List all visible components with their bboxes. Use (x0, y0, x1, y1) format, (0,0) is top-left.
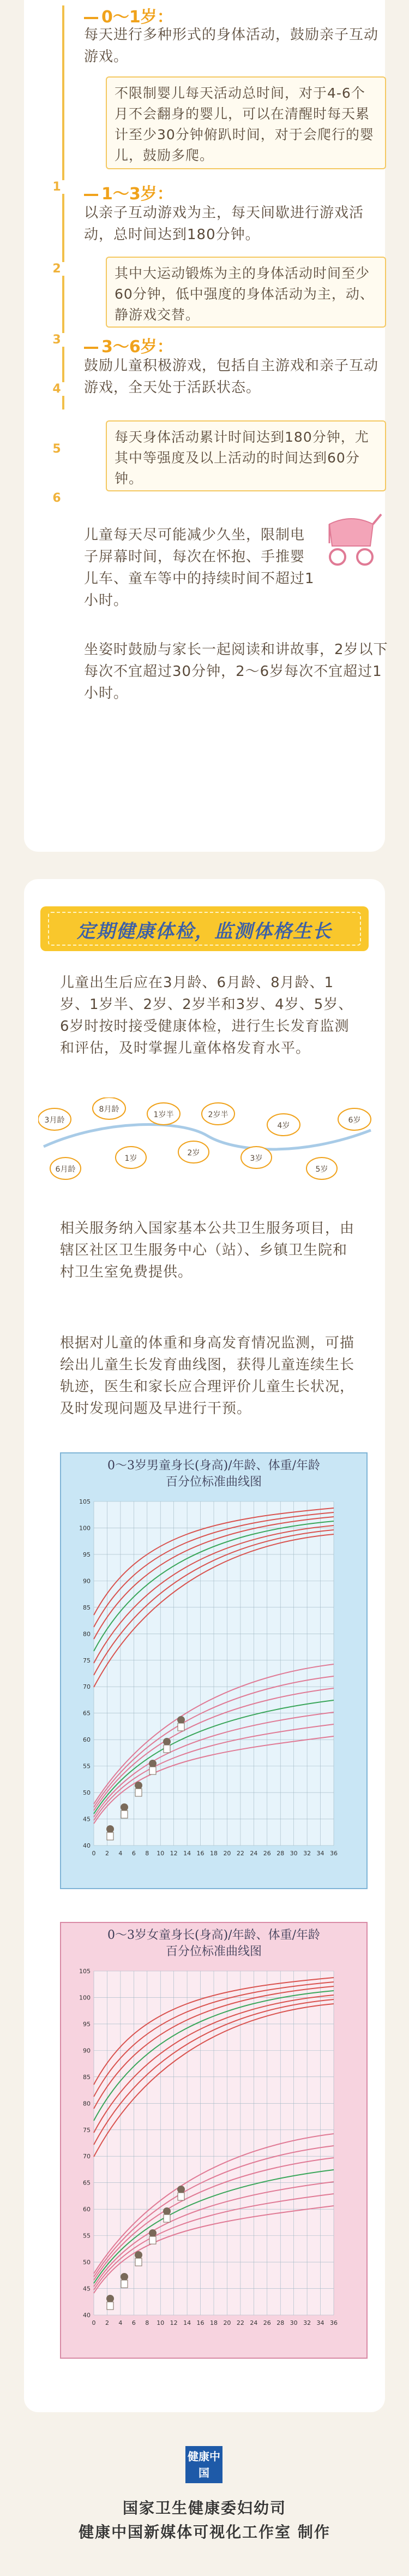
checkpoint-label: 3岁 (250, 1154, 263, 1163)
baby-figure-icon (106, 1825, 114, 1833)
baby-figure-icon (121, 2273, 128, 2281)
girl-chart-plot (72, 1966, 356, 2348)
x-tick-label: 24 (250, 2319, 258, 2326)
footer (0, 2446, 409, 2576)
baby-figure-icon (163, 2207, 171, 2215)
y-tick-label: 100 (79, 1524, 91, 1532)
x-tick-label: 34 (316, 1850, 324, 1857)
x-tick-label: 26 (263, 1850, 271, 1857)
footer-studio: 健康中国新媒体可视化工作室 制作 (79, 2523, 330, 2541)
y-tick-label: 95 (83, 2020, 91, 2028)
y-tick-label: 60 (83, 1736, 91, 1744)
y-tick-label: 40 (83, 2312, 91, 2319)
checkpoint-label: 1岁 (124, 1154, 137, 1163)
checkup-timeline (38, 1097, 376, 1201)
baby-figure-icon (121, 1811, 128, 1818)
boy-chart-title: 0～3岁男童身长(身高)/年龄、体重/年龄 (107, 1459, 320, 1473)
baby-figure-icon (106, 2295, 114, 2302)
x-tick-label: 4 (118, 1850, 123, 1857)
checkpoint-label: 3月龄 (44, 1116, 65, 1125)
x-tick-label: 18 (210, 2319, 218, 2326)
age-text-0-1: 每天进行多种形式的身体活动，鼓励亲子互动游戏。 (84, 27, 379, 65)
baby-figure-icon (177, 1716, 185, 1724)
x-tick-label: 8 (145, 1850, 149, 1857)
y-tick-label: 65 (83, 2179, 91, 2187)
y-tick-label: 45 (83, 2285, 91, 2293)
baby-figure-icon (107, 2302, 113, 2310)
baby-figure-icon (121, 1803, 128, 1811)
boy-growth-chart (60, 1452, 368, 1889)
y-tick-label: 80 (83, 1630, 91, 1638)
service-text: 相关服务纳入国家基本公共卫生服务项目，由辖区社区卫生服务中心（站）、乡镇卫生院和村卫生室免费提供。 (60, 1220, 355, 1280)
age-title-0-1: 0～1岁： (84, 3, 173, 27)
checkpoint-label: 2岁半 (208, 1111, 228, 1119)
girl-chart-title: 0～3岁女童身长(身高)/年龄、体重/年龄 (107, 1928, 320, 1942)
checkpoint-label: 5岁 (315, 1165, 328, 1174)
x-tick-label: 28 (276, 2319, 285, 2326)
age-text-3-6: 鼓励儿童积极游戏，包括自主游戏和亲子互动游戏，全天处于活跃状态。 (84, 358, 379, 396)
x-tick-label: 26 (263, 2319, 271, 2326)
x-tick-label: 22 (236, 2319, 244, 2326)
boy-chart-subtitle: 百分位标准曲线图 (165, 1475, 262, 1489)
baby-figure-icon (163, 1738, 171, 1746)
x-tick-label: 14 (183, 1850, 191, 1857)
timeline-number: 3 (46, 333, 68, 347)
x-tick-label: 16 (196, 1850, 204, 1857)
timeline-number: 5 (46, 442, 68, 456)
y-tick-label: 95 (83, 1551, 91, 1558)
banner-title: 定期健康体检，监测体格生长 (77, 921, 332, 942)
y-tick-label: 75 (83, 1657, 91, 1664)
x-tick-label: 32 (303, 1850, 311, 1857)
x-tick-label: 12 (170, 1850, 178, 1857)
x-tick-label: 10 (157, 2319, 165, 2326)
y-tick-label: 40 (83, 1842, 91, 1849)
y-tick-label: 85 (83, 2073, 91, 2081)
stroller-icon (318, 508, 384, 573)
x-tick-label: 16 (196, 2319, 204, 2326)
y-tick-label: 60 (83, 2206, 91, 2213)
y-tick-label: 75 (83, 2126, 91, 2134)
x-tick-label: 28 (276, 1850, 285, 1857)
x-tick-label: 20 (223, 2319, 231, 2326)
checkpoint-label: 6岁 (348, 1116, 361, 1125)
baby-figure-icon (149, 1767, 156, 1774)
baby-figure-icon (178, 2193, 184, 2200)
boy-chart-plot (72, 1496, 356, 1878)
x-tick-label: 34 (316, 2319, 324, 2326)
girl-chart-subtitle: 百分位标准曲线图 (165, 1945, 262, 1958)
section-banner (40, 906, 369, 951)
baby-figure-icon (107, 1832, 113, 1840)
activity-card (24, 0, 388, 852)
x-tick-label: 24 (250, 1850, 258, 1857)
x-tick-label: 0 (92, 1850, 96, 1857)
x-tick-label: 6 (131, 2319, 136, 2326)
timeline-number: 1 (46, 180, 68, 194)
x-tick-label: 18 (210, 1850, 218, 1857)
health-china-logo: 健康中国 (185, 2446, 222, 2483)
x-tick-label: 30 (290, 1850, 298, 1857)
x-tick-label: 6 (131, 1850, 136, 1857)
timeline-number: 4 (46, 382, 68, 396)
baby-figure-icon (178, 1723, 184, 1731)
baby-figure-icon (135, 2258, 142, 2266)
checkpoint-label: 8月龄 (99, 1105, 119, 1114)
x-tick-label: 32 (303, 2319, 311, 2326)
x-tick-label: 10 (157, 1850, 165, 1857)
age-title-3-6: 3～6岁： (84, 333, 173, 357)
x-tick-label: 2 (105, 2319, 109, 2326)
baby-figure-icon (121, 2280, 128, 2288)
girl-growth-chart (60, 1922, 368, 2359)
x-tick-label: 22 (236, 1850, 244, 1857)
baby-figure-icon (149, 1760, 157, 1767)
y-tick-label: 55 (83, 1762, 91, 1770)
timeline-line (62, 5, 64, 409)
y-tick-label: 85 (83, 1604, 91, 1611)
x-tick-label: 2 (105, 1850, 109, 1857)
age-box-0-1: 不限制婴儿每天活动总时间，对于4-6个月不会翻身的婴儿，可以在清醒时每天累计至少30分钟俯趴时间，对于会爬行的婴儿，鼓励多爬。 (106, 76, 386, 169)
checkpoint-label: 6月龄 (55, 1165, 76, 1174)
age-title-1-3: 1～3岁： (84, 180, 173, 204)
checkpoint-label: 4岁 (277, 1121, 290, 1130)
y-tick-label: 90 (83, 1577, 91, 1585)
screen-time-text: 儿童每天尽可能减少久坐，限制电子屏幕时间，每次在怀抱、手推婴儿车、童车等中的持续时间不超过1小时。 (84, 527, 315, 609)
y-tick-label: 80 (83, 2100, 91, 2108)
x-tick-label: 36 (330, 2319, 338, 2326)
baby-figure-icon (164, 1745, 170, 1753)
baby-figure-icon (177, 2186, 185, 2193)
y-tick-label: 65 (83, 1710, 91, 1717)
x-tick-label: 4 (118, 2319, 123, 2326)
y-tick-label: 50 (83, 1789, 91, 1797)
curve-text: 根据对儿童的体重和身高发育情况监测，可描绘出儿童生长发育曲线图，获得儿童连续生长轨迹，医生和家长应合理评价儿童生长状况，及时发现问题及早进行干预。 (60, 1335, 355, 1417)
checkup-intro: 儿童出生后应在3月龄、6月龄、8月龄、1岁、1岁半、2岁、2岁半和3岁、4岁、5岁、6岁时按时接受健康体检，进行生长发育监测和评估，及时掌握儿童体格发育水平。 (60, 975, 353, 1056)
x-tick-label: 14 (183, 2319, 191, 2326)
baby-figure-icon (149, 2236, 156, 2244)
baby-figure-icon (135, 2251, 142, 2259)
y-tick-label: 70 (83, 1683, 91, 1691)
x-tick-label: 36 (330, 1850, 338, 1857)
baby-figure-icon (135, 1789, 142, 1796)
reading-text: 坐姿时鼓励与家长一起阅读和讲故事，2岁以下每次不宜超过30分钟，2～6岁每次不宜超过1小时。 (84, 642, 388, 702)
y-tick-label: 70 (83, 2153, 91, 2160)
y-tick-label: 105 (79, 1498, 91, 1505)
x-tick-label: 12 (170, 2319, 178, 2326)
checkpoint-label: 1岁半 (153, 1111, 174, 1119)
x-tick-label: 0 (92, 2319, 96, 2326)
baby-figure-icon (135, 1782, 142, 1789)
age-text-1-3: 以亲子互动游戏为主，每天间歇进行游戏活动，总时间达到180分钟。 (84, 205, 364, 243)
timeline-number: 6 (46, 491, 68, 505)
y-tick-label: 100 (79, 1994, 91, 2002)
checkpoint-label: 2岁 (187, 1149, 200, 1158)
baby-figure-icon (149, 2229, 157, 2237)
y-tick-label: 50 (83, 2259, 91, 2266)
x-tick-label: 30 (290, 2319, 298, 2326)
age-box-1-3: 其中大运动锻炼为主的身体活动时间至少60分钟，低中强度的身体活动为主，动、静游戏交替。 (106, 257, 386, 328)
footer-org: 国家卫生健康委妇幼司 (122, 2499, 286, 2517)
age-box-3-6: 每天身体活动累计时间达到180分钟，尤其中等强度及以上活动的时间达到60分钟。 (106, 420, 386, 491)
timeline-number: 2 (46, 262, 68, 276)
y-tick-label: 45 (83, 1815, 91, 1823)
x-tick-label: 8 (145, 2319, 149, 2326)
y-tick-label: 105 (79, 1968, 91, 1975)
y-tick-label: 90 (83, 2047, 91, 2055)
y-tick-label: 55 (83, 2232, 91, 2240)
baby-figure-icon (164, 2215, 170, 2222)
x-tick-label: 20 (223, 1850, 231, 1857)
